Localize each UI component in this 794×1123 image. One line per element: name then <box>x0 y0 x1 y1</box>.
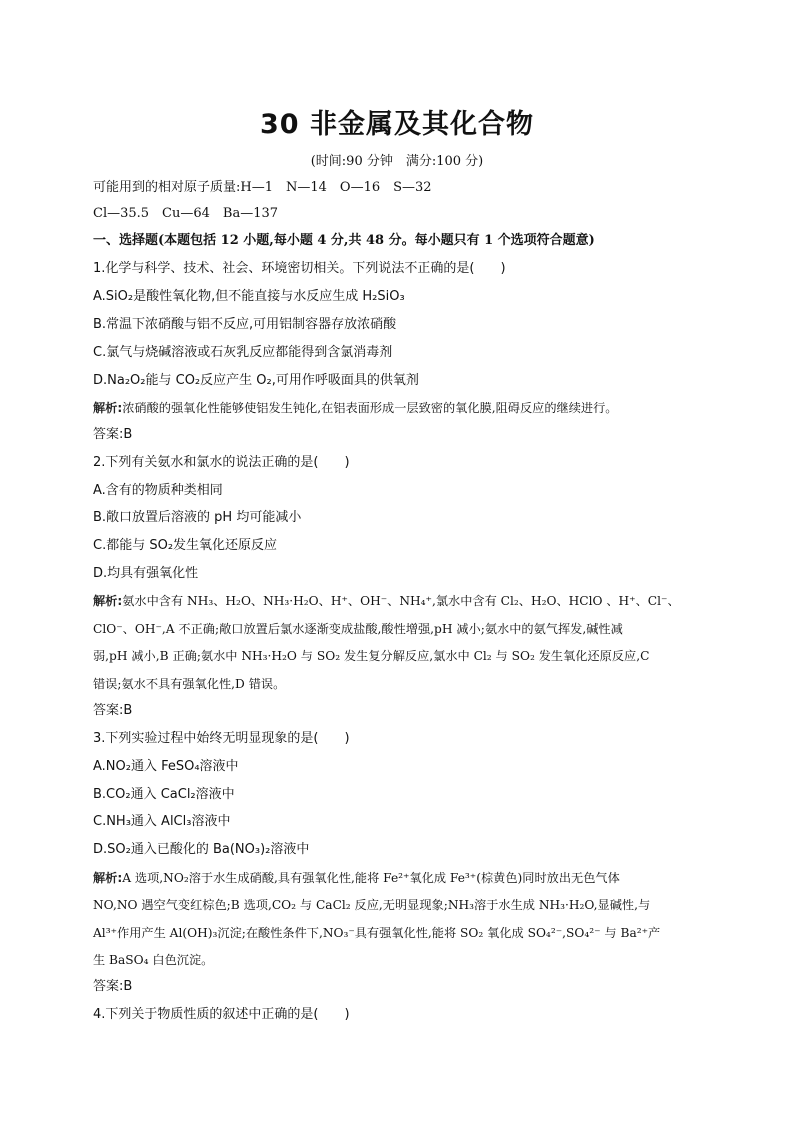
question-3-option-a: A.NO₂通入 FeSO₄溶液中 <box>93 759 239 774</box>
section-heading: 一、选择题(本题包括 12 小题,每小题 4 分,共 48 分。每小题只有 1 个选项符合题意) <box>93 233 595 248</box>
question-3-explanation-line-2: NO,NO 遇空气变红棕色;B 选项,CO₂ 与 CaCl₂ 反应,无明显现象;NH₃溶于水生成 NH₃·H₂O,显碱性,与 <box>93 898 651 912</box>
question-3-option-b: B.CO₂通入 CaCl₂溶液中 <box>93 787 235 802</box>
question-2-explanation-line-3: 弱,pH 减小,B 正确;氨水中 NH₃·H₂O 与 SO₂ 发生复分解反应,氯水中 Cl₂ 与 SO₂ 发生氧化还原反应,C <box>93 649 650 663</box>
question-2-option-a: A.含有的物质种类相同 <box>93 483 223 498</box>
explanation-text: 氨水中含有 NH₃、H₂O、NH₃·H₂O、H⁺、OH⁻、NH₄⁺,氯水中含有 Cl₂、H₂O、HClO 、H⁺、Cl⁻、 <box>122 594 680 608</box>
atomic-masses-line-1: 可能用到的相对原子质量:H—1 N—14 O—16 S—32 <box>93 180 432 195</box>
question-3-option-c: C.NH₃通入 AlCl₃溶液中 <box>93 814 231 829</box>
question-1-option-c: C.氯气与烧碱溶液或石灰乳反应都能得到含氯消毒剂 <box>93 345 393 360</box>
question-3-explanation-line-4: 生 BaSO₄ 白色沉淀。 <box>93 953 214 967</box>
explanation-label: 解析: <box>93 401 123 415</box>
question-4-stem: 4.下列关于物质性质的叙述中正确的是( ) <box>93 1007 350 1022</box>
question-2-explanation-line-2: ClO⁻、OH⁻,A 不正确;敞口放置后氯水逐渐变成盐酸,酸性增强,pH 减小;氨水中的氨气挥发,碱性减 <box>93 622 623 636</box>
explanation-label: 解析: <box>93 594 123 608</box>
question-2-stem: 2.下列有关氨水和氯水的说法正确的是( ) <box>93 455 350 470</box>
explanation-text: A 选项,NO₂溶于水生成硝酸,具有强氧化性,能将 Fe²⁺氧化成 Fe³⁺(棕黄色)同时放出无色气体 <box>122 871 620 885</box>
explanation-text: 浓硝酸的强氧化性能够使铝发生钝化,在铝表面形成一层致密的氧化膜,阻碍反应的继续进行。 <box>122 401 618 415</box>
atomic-masses-line-2: Cl—35.5 Cu—64 Ba—137 <box>93 206 279 221</box>
question-1-answer: 答案:B <box>93 427 133 442</box>
question-2-answer: 答案:B <box>93 703 133 718</box>
question-2-explanation-line-1 <box>93 592 680 610</box>
question-3-answer: 答案:B <box>93 979 133 994</box>
question-3-option-d: D.SO₂通入已酸化的 Ba(NO₃)₂溶液中 <box>93 842 310 857</box>
question-1-stem: 1.化学与科学、技术、社会、环境密切相关。下列说法不正确的是( ) <box>93 261 506 276</box>
question-2-option-c: C.都能与 SO₂发生氧化还原反应 <box>93 538 278 553</box>
question-1-explanation <box>93 399 618 417</box>
question-3-stem: 3.下列实验过程中始终无明显现象的是( ) <box>93 731 350 746</box>
question-3-explanation-line-1 <box>93 869 620 887</box>
question-1-option-a: A.SiO₂是酸性氧化物,但不能直接与水反应生成 H₂SiO₃ <box>93 289 405 304</box>
question-3-explanation-line-3: Al³⁺作用产生 Al(OH)₃沉淀;在酸性条件下,NO₃⁻具有强氧化性,能将 SO₂ 氧化成 SO₄²⁻,SO₄²⁻ 与 Ba²⁺产 <box>93 926 661 940</box>
question-2-option-d: D.均具有强氧化性 <box>93 566 199 581</box>
exam-subtitle: (时间:90 分钟 满分:100 分) <box>310 154 484 169</box>
question-1-option-b: B.常温下浓硝酸与铝不反应,可用铝制容器存放浓硝酸 <box>93 317 397 332</box>
question-2-explanation-line-4: 错误;氨水不具有强氧化性,D 错误。 <box>93 677 286 691</box>
question-1-option-d: D.Na₂O₂能与 CO₂反应产生 O₂,可用作呼吸面具的供氧剂 <box>93 373 419 388</box>
question-2-option-b: B.敞口放置后溶液的 pH 均可能减小 <box>93 510 302 525</box>
page-title: 30 非金属及其化合物 <box>260 109 534 140</box>
explanation-label: 解析: <box>93 871 123 885</box>
